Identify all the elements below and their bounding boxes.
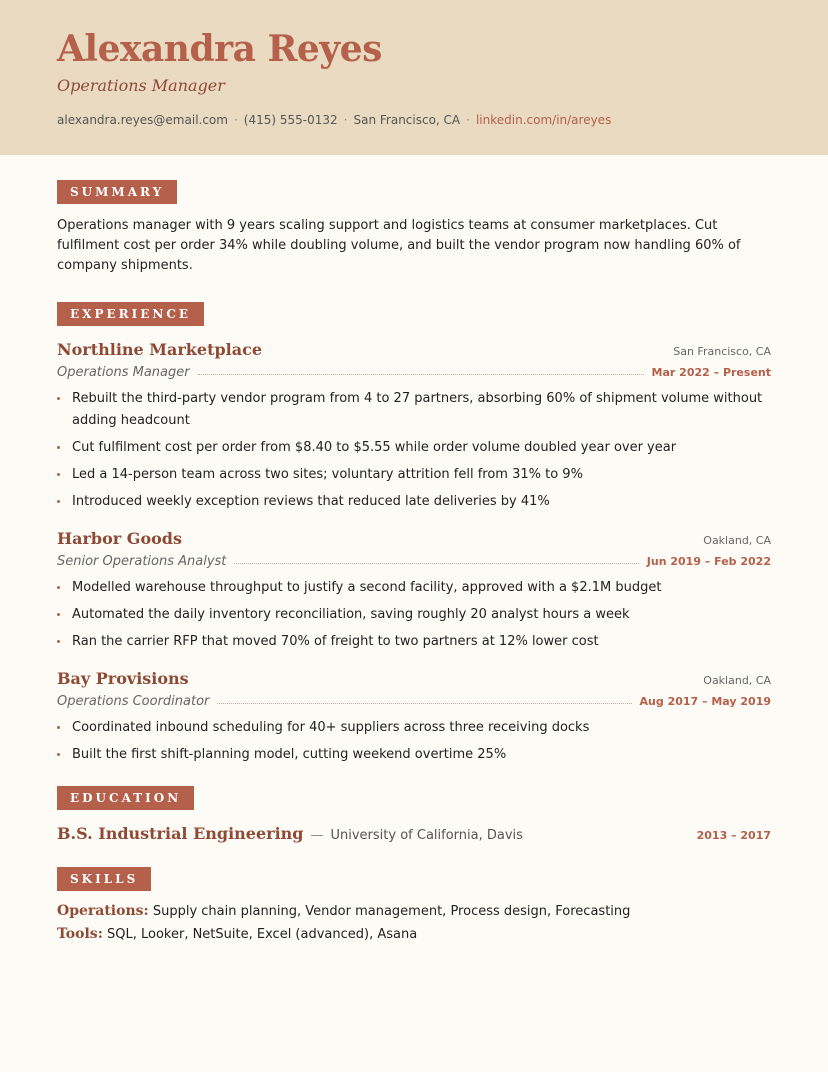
job-role: Operations Manager xyxy=(57,365,190,380)
contact-separator: · xyxy=(343,113,348,127)
skill-values: Supply chain planning, Vendor management, Process design, Forecasting xyxy=(152,904,631,919)
contact-line xyxy=(57,113,771,127)
bullet-icon xyxy=(57,473,60,476)
bullet-icon xyxy=(57,397,60,400)
contact-separator: · xyxy=(233,113,238,127)
bullet-text: Ran the carrier RFP that moved 70% of freight to two partners at 12% lower cost xyxy=(72,634,599,649)
linkedin-link[interactable]: linkedin.com/in/areyes xyxy=(475,113,612,127)
bullet-text: Introduced weekly exception reviews that reduced late deliveries by 41% xyxy=(72,494,550,509)
bullet-text: Rebuilt the third-party vendor program from 4 to 27 partners, absorbing 60% of shipment volume without adding headcount xyxy=(72,391,763,428)
job-location: Oakland, CA xyxy=(703,674,771,687)
list-item xyxy=(57,437,771,459)
skills-section xyxy=(57,867,771,946)
experience-section xyxy=(57,302,771,766)
education-entry xyxy=(57,824,771,843)
resume-body xyxy=(0,155,828,946)
bullet-icon xyxy=(57,586,60,589)
candidate-name: Alexandra Reyes xyxy=(57,28,382,70)
dotted-leader xyxy=(234,563,638,564)
skill-row xyxy=(57,923,771,946)
section-heading-summary: SUMMARY xyxy=(57,180,177,204)
school-name: University of California, Davis xyxy=(330,828,523,843)
education-section xyxy=(57,786,771,843)
education-dash: — xyxy=(310,828,324,843)
job-entry xyxy=(57,669,771,766)
bullet-icon xyxy=(57,446,60,449)
achievement-list xyxy=(57,388,771,513)
bullet-icon xyxy=(57,726,60,729)
contact-phone: (415) 555-0132 xyxy=(243,113,338,127)
job-dates: Jun 2019 – Feb 2022 xyxy=(646,555,771,568)
job-role: Operations Coordinator xyxy=(57,694,210,709)
bullet-text: Modelled warehouse throughput to justify a second facility, approved with a $2.1M budget xyxy=(72,580,662,595)
education-dates: 2013 – 2017 xyxy=(696,829,771,842)
list-item xyxy=(57,491,771,513)
bullet-text: Cut fulfilment cost per order from $8.40 to $5.55 while order volume doubled year over year xyxy=(72,440,677,455)
skill-label: Operations: xyxy=(57,903,149,919)
bullet-text: Led a 14-person team across two sites; voluntary attrition fell from 31% to 9% xyxy=(72,467,583,482)
dotted-leader xyxy=(217,703,631,704)
job-location: Oakland, CA xyxy=(703,534,771,547)
company-name: Harbor Goods xyxy=(57,529,182,548)
company-name: Bay Provisions xyxy=(57,669,189,688)
company-name: Northline Marketplace xyxy=(57,340,263,359)
job-location: San Francisco, CA xyxy=(673,345,771,358)
bullet-icon xyxy=(57,500,60,503)
list-item xyxy=(57,631,771,653)
bullet-icon xyxy=(57,640,60,643)
skill-row xyxy=(57,900,771,923)
skill-values: SQL, Looker, NetSuite, Excel (advanced), Asana xyxy=(107,927,418,942)
list-item xyxy=(57,464,771,486)
summary-section xyxy=(57,180,771,276)
degree-name: B.S. Industrial Engineering xyxy=(57,824,304,843)
achievement-list xyxy=(57,577,771,653)
bullet-icon xyxy=(57,753,60,756)
job-entry xyxy=(57,529,771,653)
section-heading-experience: EXPERIENCE xyxy=(57,302,204,326)
list-item xyxy=(57,744,771,766)
summary-text: Operations manager with 9 years scaling support and logistics teams at consumer marketplaces. Cut fulfilment cost per order 34% while doubling volume, and built the vendor program now handling 60% of company shipments. xyxy=(57,218,741,273)
candidate-title: Operations Manager xyxy=(57,76,225,95)
bullet-icon xyxy=(57,613,60,616)
dotted-leader xyxy=(198,374,644,375)
bullet-text: Coordinated inbound scheduling for 40+ suppliers across three receiving docks xyxy=(72,720,590,735)
bullet-text: Built the first shift-planning model, cutting weekend overtime 25% xyxy=(72,747,507,762)
job-dates: Aug 2017 – May 2019 xyxy=(639,695,771,708)
list-item xyxy=(57,388,771,432)
resume-header xyxy=(0,0,828,155)
list-item xyxy=(57,577,771,599)
skill-label: Tools: xyxy=(57,926,103,942)
job-role: Senior Operations Analyst xyxy=(57,554,227,569)
job-dates: Mar 2022 – Present xyxy=(651,366,771,379)
job-entry xyxy=(57,340,771,513)
contact-separator: · xyxy=(466,113,470,127)
bullet-text: Automated the daily inventory reconciliation, saving roughly 20 analyst hours a week xyxy=(72,607,630,622)
list-item xyxy=(57,717,771,739)
section-heading-education: EDUCATION xyxy=(57,786,194,810)
list-item xyxy=(57,604,771,626)
section-heading-skills: SKILLS xyxy=(57,867,151,891)
contact-location: San Francisco, CA xyxy=(353,113,461,127)
achievement-list xyxy=(57,717,771,766)
contact-email[interactable]: alexandra.reyes@email.com xyxy=(57,113,228,127)
